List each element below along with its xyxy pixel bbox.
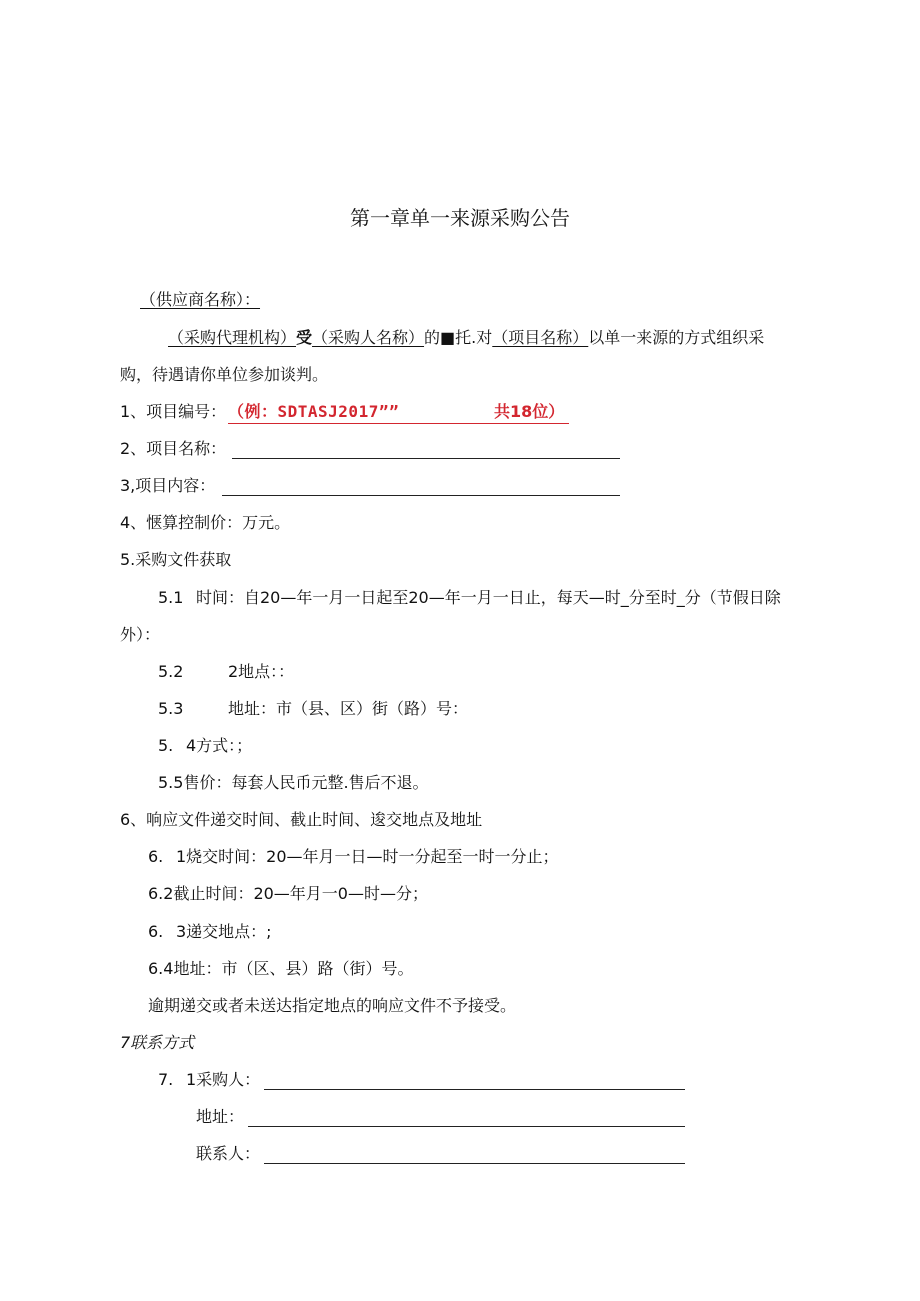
contact-blank: [264, 1163, 685, 1164]
item-5-4-text: 4方式：；: [186, 736, 253, 755]
address-label: 地址：: [196, 1107, 245, 1126]
item-6-4-text: 6.4地址：市（区、县）路（街）号。: [148, 959, 414, 978]
item-5-5-text: 5.5售价：每套人民币元整.售后不退。: [158, 773, 429, 792]
item-6-2-text: 6.2截止时间：20—年月一0—时—分；: [148, 884, 428, 903]
item-1-count: 共18位）: [494, 402, 565, 421]
purchaser-placeholder: （采购人名称）: [312, 328, 425, 347]
item-6-1-text: 1烧交时间：20—年月一日—时一分起至一时一分止；: [176, 847, 559, 866]
item-6-1-number: 6.: [148, 847, 164, 866]
item-6-3-text: 3递交地点：;: [176, 922, 272, 941]
item-5-1-continuation: 外）：: [120, 625, 161, 644]
item-4-label: 4、惬算控制价：万元。: [120, 513, 291, 532]
item-5-1-number: 5.1: [158, 588, 184, 607]
item-5-2-text: 2地点：：: [228, 662, 295, 681]
item-7-label: 7联系方式: [120, 1033, 195, 1052]
item-1-example: （例：SDTASJ2017””: [228, 402, 400, 421]
item-3-label: 3,项目内容：: [120, 476, 216, 495]
intro-line-1: [168, 330, 764, 346]
item-7-1-text: 1采购人：: [186, 1070, 261, 1089]
intro-mid: 的■托.对: [424, 328, 493, 347]
agency-placeholder: （采购代理机构）: [168, 328, 297, 347]
item-2-blank: [232, 458, 620, 459]
page-title: 第一章单一来源采购公告: [350, 206, 570, 230]
item-5-4-number: 5.: [158, 736, 174, 755]
item-5-3-number: 5.3: [158, 699, 184, 718]
item-3-blank: [222, 495, 620, 496]
item-5-2-number: 5.2: [158, 662, 184, 681]
intro-line-2: 购，待遇请你单位参加谈判。: [120, 365, 329, 384]
item-6-label: 6、响应文件递交时间、截止时间、逡交地点及地址: [120, 810, 483, 829]
item-5-label: 5.采购文件获取: [120, 550, 232, 569]
item-1-label: 1、项目编号：: [120, 402, 227, 421]
item-6-note: 逾期递交或者未送达指定地点的响应文件不予接受。: [148, 996, 517, 1015]
item-6-3-number: 6.: [148, 922, 164, 941]
item-5-1-text: 时间：自20—年一月一日起至20—年一月一日止，每天—时_分至时_分（节假日除: [196, 588, 781, 607]
contact-label: 联系人：: [196, 1144, 261, 1163]
item-2-label: 2、项目名称：: [120, 439, 227, 458]
item-5-3-text: 地址：市（县、区）街（路）号：: [228, 699, 469, 718]
purchaser-blank: [264, 1089, 685, 1090]
address-blank: [248, 1126, 685, 1127]
intro-accept: 受: [296, 328, 313, 347]
salutation: （供应商名称）：: [140, 290, 261, 309]
project-placeholder: （项目名称）: [492, 328, 589, 347]
item-1-underline: [228, 423, 569, 424]
item-7-1-number: 7.: [158, 1070, 174, 1089]
intro-tail: 以单一来源的方式组织采: [588, 328, 765, 347]
